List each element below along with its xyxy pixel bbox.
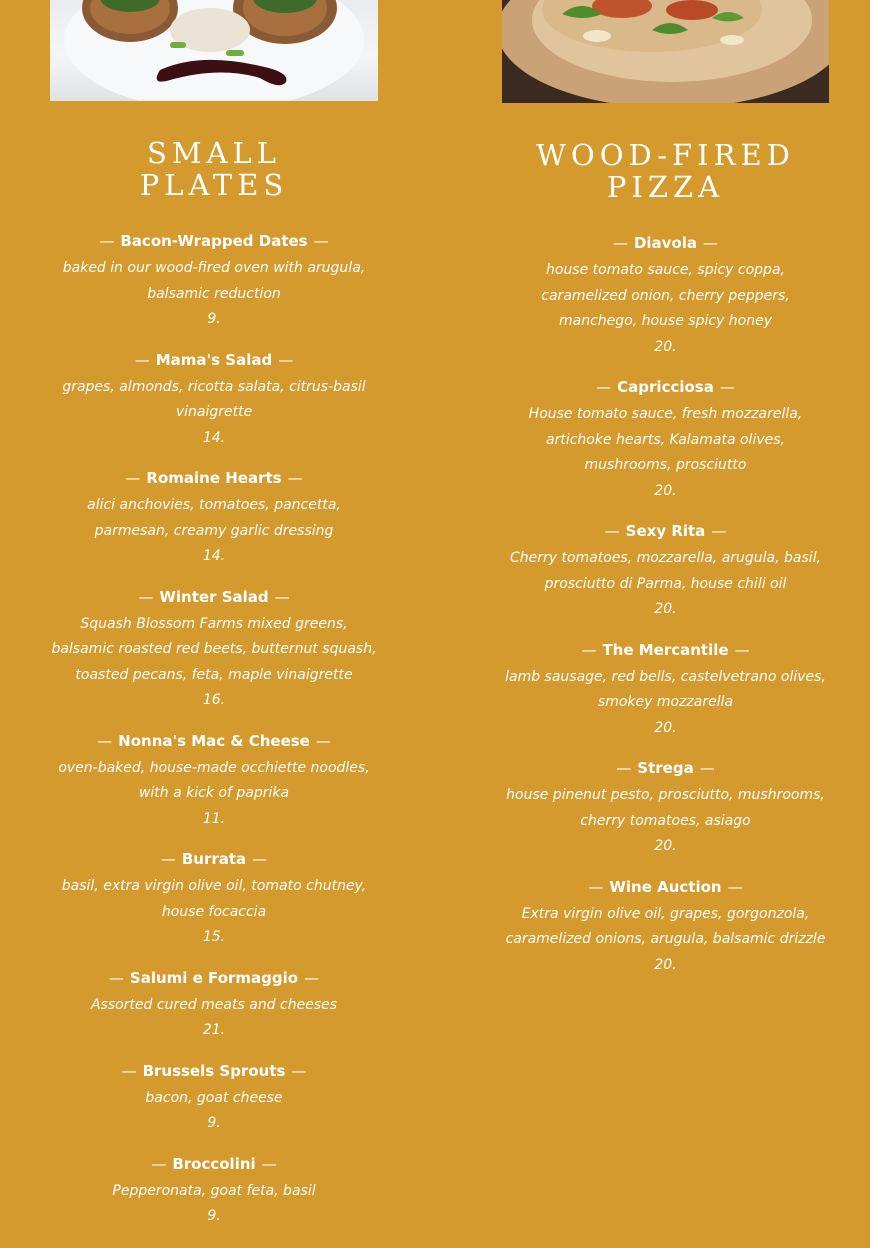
menu-item-price: 9. xyxy=(207,311,221,327)
pizza-title-line2: PIZZA xyxy=(606,170,725,204)
menu-item-price: 20. xyxy=(654,719,677,736)
dash-right: — xyxy=(727,877,743,896)
menu-item xyxy=(502,233,829,360)
menu-item-name: Broccolini xyxy=(172,1154,256,1173)
menu-item xyxy=(502,758,829,860)
menu-item xyxy=(502,521,829,623)
dash-right: — xyxy=(274,587,290,606)
menu-item-heading xyxy=(502,758,829,778)
dash-right: — xyxy=(261,1154,277,1173)
menu-item-price: 20. xyxy=(654,956,677,973)
menu-item-price: 20. xyxy=(654,838,677,854)
menu-item xyxy=(502,640,829,742)
dash-right: — xyxy=(711,522,727,540)
menu-item-heading xyxy=(50,731,378,751)
menu-item-price: 16. xyxy=(202,692,226,708)
menu-item-description: basil, extra virgin olive oil, tomato chutney, house focaccia xyxy=(61,878,367,920)
plated-dish-image xyxy=(50,0,378,101)
menu-item-name: Diavola xyxy=(633,234,698,252)
dash-right: — xyxy=(291,1061,307,1080)
menu-item-heading xyxy=(50,968,378,988)
menu-item-name: Strega xyxy=(637,759,694,777)
menu-item-name: Brussels Sprouts xyxy=(142,1061,286,1080)
dash-left: — xyxy=(138,587,154,606)
menu-item xyxy=(50,968,378,1044)
menu-item-description: Cherry tomatoes, mozzarella, arugula, basil, prosciutto di Parma, house chili oil xyxy=(509,550,822,592)
menu-item-heading xyxy=(50,350,378,370)
menu-item-price: 14. xyxy=(202,548,226,564)
pizza-menu xyxy=(502,233,829,978)
dash-right: — xyxy=(734,640,750,659)
dash-right: — xyxy=(719,378,735,396)
small-plates-title-line2: PLATES xyxy=(139,168,289,202)
menu-item xyxy=(502,377,829,504)
menu-item-description: lamb sausage, red bells, castelvetrano olives, smokey mozzarella xyxy=(505,668,826,710)
pizza-title xyxy=(502,139,829,203)
menu-item-description: Extra virgin olive oil, grapes, gorgonzola, caramelized onions, arugula, balsamic drizzle xyxy=(505,905,826,947)
dash-left: — xyxy=(612,234,628,252)
menu-item-description: Assorted cured meats and cheeses xyxy=(90,996,338,1013)
pizza-column xyxy=(502,0,829,995)
dash-right: — xyxy=(699,759,715,777)
menu-item xyxy=(50,350,378,452)
menu-item-name: Romaine Hearts xyxy=(146,469,282,487)
dash-left: — xyxy=(588,877,604,896)
small-plates-photo xyxy=(50,0,378,101)
menu-item-name: Burrata xyxy=(181,850,247,868)
menu-item-description: oven-baked, house-made occhiette noodles, with a kick of paprika xyxy=(58,759,370,801)
menu-item xyxy=(50,849,378,951)
menu-item-name: Mama's Salad xyxy=(155,350,273,369)
dash-left: — xyxy=(604,522,620,540)
dash-right: — xyxy=(313,232,329,250)
menu-item-heading xyxy=(50,587,378,607)
menu-item-description: house tomato sauce, spicy coppa, caramelized onion, cherry peppers, manchego, house spicy honey xyxy=(541,262,790,329)
dash-left: — xyxy=(581,640,597,659)
menu-item-name: Winter Salad xyxy=(159,587,269,606)
small-plates-title-line1: SMALL xyxy=(146,136,282,170)
menu-item xyxy=(50,731,378,833)
dash-right: — xyxy=(287,469,303,487)
menu-item xyxy=(50,1154,378,1230)
menu-item-price: 9. xyxy=(207,1115,221,1131)
dash-left: — xyxy=(151,1154,167,1173)
menu-item-price: 9. xyxy=(207,1208,221,1224)
dash-left: — xyxy=(125,469,141,487)
menu-item-name: Bacon-Wrapped Dates xyxy=(120,232,308,250)
menu-item-heading xyxy=(502,640,829,660)
menu-item xyxy=(502,877,829,979)
menu-item-heading xyxy=(50,231,378,251)
pizza-image xyxy=(502,0,829,103)
menu-item-heading xyxy=(50,849,378,869)
menu-item-price: 21. xyxy=(202,1022,226,1038)
menu-item-name: Sexy Rita xyxy=(625,522,706,540)
menu-item-heading xyxy=(502,377,829,397)
menu-item-heading xyxy=(502,233,829,253)
dash-left: — xyxy=(121,1061,137,1080)
dash-left: — xyxy=(160,850,176,868)
menu-item-price: 11. xyxy=(202,810,226,827)
menu-item-price: 20. xyxy=(654,482,677,499)
menu-item-price: 14. xyxy=(202,429,226,446)
menu-item-description: grapes, almonds, ricotta salata, citrus-basil vinaigrette xyxy=(62,378,366,420)
menu-item-heading xyxy=(502,521,829,541)
menu-item-description: alici anchovies, tomatoes, pancetta, parmesan, creamy garlic dressing xyxy=(87,497,341,539)
menu-item-heading xyxy=(502,877,829,897)
dash-left: — xyxy=(97,731,113,750)
menu-item-name: The Mercantile xyxy=(602,640,729,659)
menu-item-description: bacon, goat cheese xyxy=(145,1089,283,1106)
menu-item-name: Salumi e Formaggio xyxy=(129,968,299,987)
pizza-title-line1: WOOD-FIRED xyxy=(536,138,795,172)
menu-item-price: 20. xyxy=(654,338,677,355)
menu-item-price: 20. xyxy=(654,601,677,617)
dash-right: — xyxy=(315,731,331,750)
small-plates-title xyxy=(50,137,378,201)
menu-item xyxy=(50,1061,378,1137)
dash-left: — xyxy=(616,759,632,777)
menu-item-description: house pinenut pesto, prosciutto, mushrooms, cherry tomatoes, asiago xyxy=(506,787,825,829)
menu-item-description: Pepperonata, goat feta, basil xyxy=(112,1182,316,1199)
menu-item xyxy=(50,231,378,333)
menu-item-name: Nonna's Mac & Cheese xyxy=(118,731,310,750)
dash-right: — xyxy=(304,968,320,987)
dash-left: — xyxy=(134,350,150,369)
dash-right: — xyxy=(278,350,294,369)
dash-left: — xyxy=(596,378,612,396)
menu-item-price: 15. xyxy=(202,929,226,945)
menu-item-heading xyxy=(50,468,378,488)
menu-item-heading xyxy=(50,1154,378,1174)
menu-item-description: House tomato sauce, fresh mozzarella, artichoke hearts, Kalamata olives, mushrooms, prosciutto xyxy=(528,406,803,473)
menu-item xyxy=(50,587,378,714)
dash-left: — xyxy=(99,232,115,250)
small-plates-menu xyxy=(50,231,378,1230)
pizza-photo xyxy=(502,0,829,103)
menu-item-name: Wine Auction xyxy=(609,877,722,896)
small-plates-column xyxy=(50,0,378,1247)
dash-right: — xyxy=(703,234,719,252)
menu-item-name: Capricciosa xyxy=(617,378,714,396)
menu-item-heading xyxy=(50,1061,378,1081)
menu-item-description: baked in our wood-fired oven with arugula, balsamic reduction xyxy=(62,260,366,302)
dash-left: — xyxy=(108,968,124,987)
menu-item xyxy=(50,468,378,570)
dash-right: — xyxy=(252,850,268,868)
menu-item-description: Squash Blossom Farms mixed greens, balsamic roasted red beets, butternut squash, toasted pecans, feta, maple vinaigrette xyxy=(51,615,377,683)
